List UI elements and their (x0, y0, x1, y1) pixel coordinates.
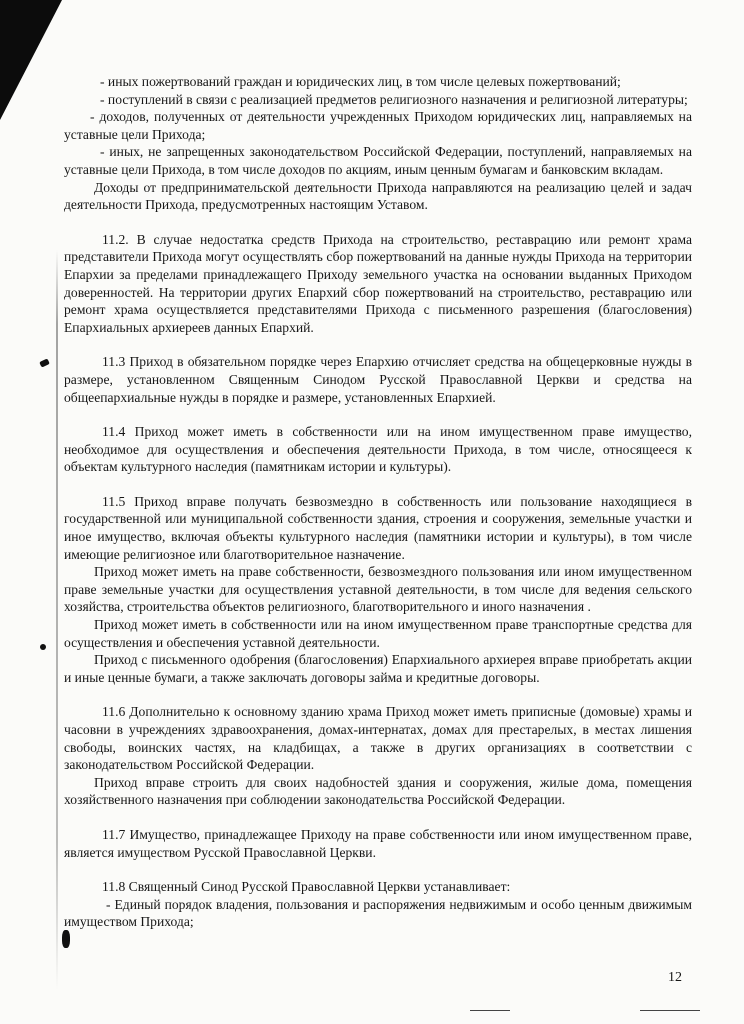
paragraph: Приход может иметь в собственности или на ином имущественном праве транспортные средства для осуществления и обеспечения уставной деятельности. (64, 617, 692, 650)
document-body (64, 73, 692, 931)
scan-corner-shadow (0, 0, 62, 120)
hole-punch-mark (62, 930, 70, 948)
list-item: - Единый порядок владения, пользования и распоряжения недвижимым и особо ценным движимым имуществом Прихода; (64, 896, 692, 930)
list-item: - иных, не запрещенных законодательством Российской Федерации, поступлений, направляемых на уставные цели Прихода, в том числе доходов по акциям, иным ценным бумагам и банковским вкладам. (64, 144, 692, 177)
scan-artifact-line (470, 1010, 510, 1011)
hole-punch-mark (39, 358, 50, 367)
section-paragraph: 11.7 Имущество, принадлежащее Приходу на праве собственности или ином имущественном праве, является имуществом Русской Православной Церкви. (64, 826, 692, 860)
section-paragraph: 11.6 Дополнительно к основному зданию храма Приход может иметь приписные (домовые) храмы и часовни в учреждениях здравоохранения, домах-интернатах, домах для престарелых, в местах лишения свободы, воинских частях, на кладбищах, а также в других организациях в соответствии с законодательством Российской Федерации. (64, 704, 692, 773)
binding-edge-shadow (56, 250, 58, 990)
section-paragraph: 11.4 Приход может иметь в собственности или на ином имущественном праве имущество, необходимое для осуществления и обеспечения деятельности Прихода, в том числе, относящееся к объектам культурного наследия (памятникам истории и культуры). (64, 424, 692, 475)
page-number: 12 (668, 970, 682, 985)
list-item: - поступлений в связи с реализацией предметов религиозного назначения и религиозной литературы; (100, 91, 688, 107)
paragraph: Приход вправе строить для своих надобностей здания и сооружения, жилые дома, помещения хозяйственного назначения при соблюдении законодательства Российской Федерации. (64, 774, 692, 808)
list-item: - доходов, полученных от деятельности учрежденных Приходом юридических лиц, направляемых на уставные цели Прихода; (64, 109, 692, 142)
section-paragraph: 11.3 Приход в обязательном порядке через Епархию отчисляет средства на общецерковные нужды в размере, установленном Священным Синодом Русской Православной Церкви и средства на общеепархиальные нужды в порядке и размере, установленных Епархией. (64, 354, 692, 405)
hole-punch-mark (40, 644, 46, 650)
list-item: - иных пожертвований граждан и юридических лиц, в том числе целевых пожертвований; (100, 74, 621, 89)
paragraph: Приход с письменного одобрения (благословения) Епархиального архиерея вправе приобретать акции и иные ценные бумаги, а также заключать договоры займа и кредитные договоры. (64, 652, 692, 685)
paragraph: Доходы от предпринимательской деятельности Прихода направляются на реализацию целей и задач деятельности Прихода, предусмотренных настоящим Уставом. (64, 179, 692, 213)
section-paragraph: 11.5 Приход вправе получать безвозмездно в собственность или пользование находящиеся в государственной или муниципальной собственности здания, строения и сооружения, земельные участки и иное имущество, включая объекты культурного наследия (памятники истории и культуры), в том числе имеющие религиозное или благотворительное назначение. (64, 493, 692, 562)
section-paragraph: 11.2. В случае недостатка средств Прихода на строительство, реставрацию или ремонт храма представители Прихода могут осуществлять сбор пожертвований на данные нужды Прихода на территории Епархии за пределами принадлежащего Приходу земельного участка на основании выданных Приходом доверенностей. На территории других Епархий сбор пожертвований на строительство, реставрацию или ремонт храма осуществляется представителями Прихода с письменного разрешения (благословения) Епархиальных архиереев данных Епархий. (64, 231, 692, 335)
paragraph: Приход может иметь на праве собственности, безвозмездного пользования или ином имущественном праве земельные участки для осуществления уставной деятельности, в том числе для ведения сельского хозяйства, строительства объектов религиозного, благотворительного и иного назначения . (64, 564, 692, 615)
section-paragraph: 11.8 Священный Синод Русской Православной Церкви устанавливает: (102, 879, 511, 895)
scan-artifact-line (640, 1010, 700, 1011)
